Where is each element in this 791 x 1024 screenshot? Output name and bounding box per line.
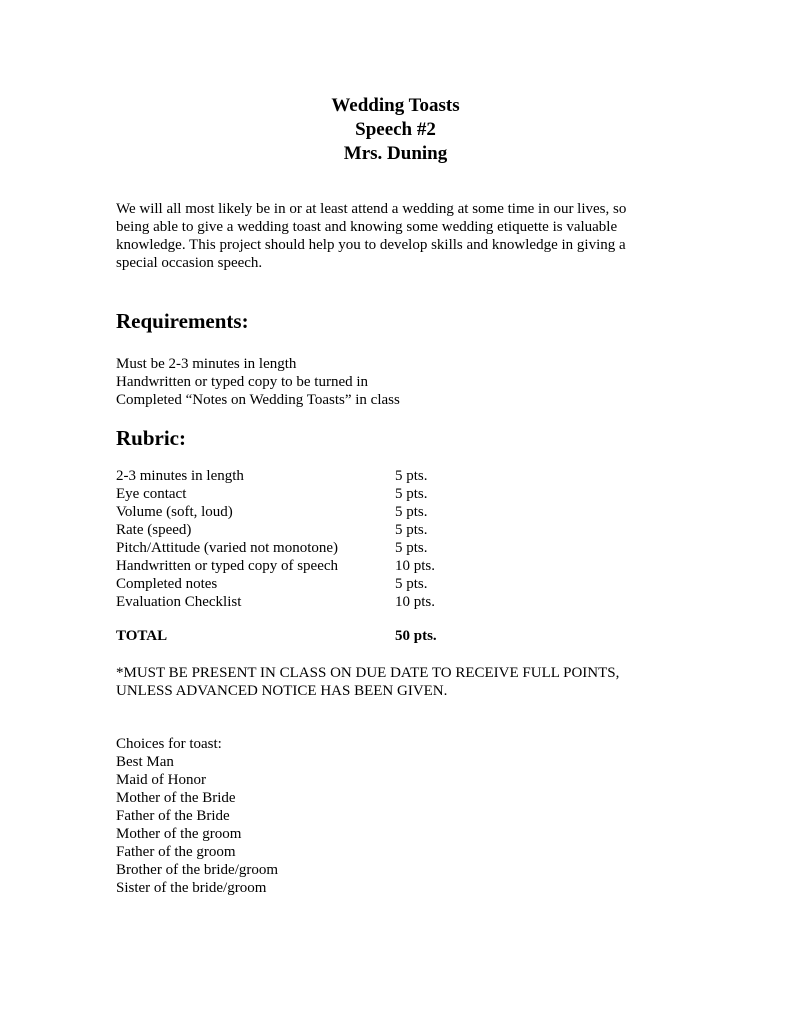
rubric-row	[116, 575, 516, 593]
rubric-points: 5 pts.	[395, 486, 428, 502]
rubric-row	[116, 521, 516, 539]
choice-item: Mother of the groom	[116, 826, 242, 842]
choice-item: Maid of Honor	[116, 772, 206, 788]
total-points: 50 pts.	[395, 628, 437, 644]
choice-item: Brother of the bride/groom	[116, 862, 279, 878]
rubric-criterion: Evaluation Checklist	[116, 594, 242, 610]
choice-item: Mother of the Bride	[116, 790, 236, 806]
choices-list	[116, 753, 278, 897]
rubric-criterion: Eye contact	[116, 486, 187, 502]
rubric-points: 5 pts.	[395, 576, 428, 592]
rubric-row	[116, 485, 516, 503]
rubric-table	[116, 467, 516, 611]
requirement-item: Completed “Notes on Wedding Toasts” in class	[116, 392, 400, 408]
requirements-heading: Requirements:	[116, 309, 249, 333]
choice-item: Best Man	[116, 754, 174, 770]
total-label: TOTAL	[116, 628, 168, 644]
rubric-row	[116, 467, 516, 485]
rubric-points: 10 pts.	[395, 558, 436, 574]
intro-paragraph: We will all most likely be in or at least attend a wedding at some time in our lives, so being able to give a wedding toast and knowing some wedding etiquette is valuable knowledge. This project should help you to develop skills and knowledge in giving a special occasion speech.	[116, 201, 627, 271]
document-title	[0, 94, 791, 166]
attendance-notice: *MUST BE PRESENT IN CLASS ON DUE DATE TO RECEIVE FULL POINTS, UNLESS ADVANCED NOTICE HAS BEEN GIVEN.	[116, 665, 620, 699]
rubric-points: 10 pts.	[395, 594, 436, 610]
rubric-points: 5 pts.	[395, 504, 428, 520]
rubric-row	[116, 593, 516, 611]
rubric-criterion: Handwritten or typed copy of speech	[116, 558, 339, 574]
rubric-criterion: Volume (soft, loud)	[116, 504, 233, 520]
rubric-points: 5 pts.	[395, 522, 428, 538]
requirements-list	[116, 355, 400, 409]
rubric-criterion: Rate (speed)	[116, 522, 192, 538]
choice-item: Father of the groom	[116, 844, 236, 860]
rubric-row	[116, 557, 516, 575]
rubric-criterion: Completed notes	[116, 576, 218, 592]
choice-item: Father of the Bride	[116, 808, 230, 824]
rubric-row	[116, 539, 516, 557]
author-line: Mrs. Duning	[343, 143, 448, 164]
subtitle-line: Speech #2	[355, 119, 436, 140]
rubric-criterion: 2-3 minutes in length	[116, 468, 244, 484]
rubric-total-row	[116, 627, 516, 645]
title-line: Wedding Toasts	[331, 95, 460, 116]
choices-label: Choices for toast:	[116, 736, 222, 752]
rubric-points: 5 pts.	[395, 468, 428, 484]
rubric-row	[116, 503, 516, 521]
choice-item: Sister of the bride/groom	[116, 880, 267, 896]
rubric-criterion: Pitch/Attitude (varied not monotone)	[116, 540, 339, 556]
requirement-item: Handwritten or typed copy to be turned in	[116, 374, 369, 390]
rubric-points: 5 pts.	[395, 540, 428, 556]
rubric-heading: Rubric:	[116, 426, 186, 450]
requirement-item: Must be 2-3 minutes in length	[116, 356, 297, 372]
